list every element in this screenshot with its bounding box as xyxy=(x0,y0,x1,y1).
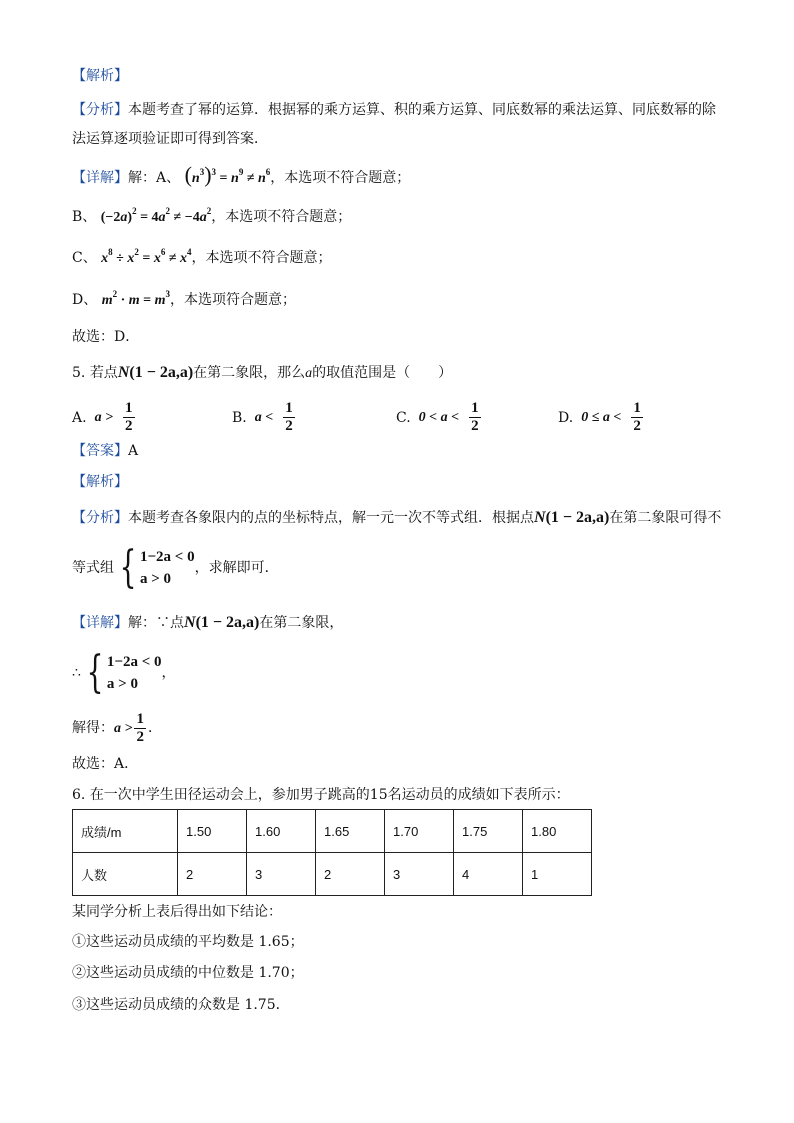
q5-analysis-tag: 【解析】 xyxy=(72,474,128,490)
option-a[interactable] xyxy=(72,400,137,435)
option-c[interactable] xyxy=(396,400,483,435)
q6-number: 6. xyxy=(72,787,86,803)
option-d-letter: D. xyxy=(558,409,574,426)
q6-conclusion-2: ②这些运动员成绩的中位数是 1.70； xyxy=(72,965,304,981)
d-label: D、 xyxy=(72,292,98,308)
table-cell: 2 xyxy=(316,853,385,896)
option-b-letter: B. xyxy=(232,409,247,426)
q5-detail-text-b: 在第二象限， xyxy=(259,615,344,631)
formula-d: $m^2 \cdot m = m^3$ xyxy=(101,289,171,308)
inequality-system: { 1−2a < 0 a > 0 xyxy=(119,542,195,593)
q6-after-text: 某同学分析上表后得出如下结论： xyxy=(72,904,282,920)
q5-stem-prefix: 若点 xyxy=(89,365,118,381)
option-a-expr: a > xyxy=(94,409,114,425)
q5-detail-text: 解：∵点 xyxy=(128,615,184,631)
option-a-fraction: $\frac{1}{2}$ xyxy=(125,400,133,434)
option-b-expr: a < xyxy=(254,409,274,425)
table-cell: 2 xyxy=(178,853,247,896)
q5-fenxi-text-b: 在第二象限可得不 xyxy=(609,510,722,526)
table-cell: 1.70 xyxy=(385,810,454,853)
q4-detail-a xyxy=(72,162,411,189)
table-cell: 1.80 xyxy=(523,810,592,853)
solve-end: ． xyxy=(147,720,162,736)
table-cell: 人数 xyxy=(73,853,178,896)
q4-detail-b xyxy=(72,207,351,228)
option-d-fraction: $\frac{1}{2}$ xyxy=(633,400,641,434)
q5-answer xyxy=(72,441,138,461)
q6-stem-text: 在一次中学生田径运动会上，参加男子跳高的15名运动员的成绩如下表所示： xyxy=(89,787,570,803)
q5-choose: 故选：A． xyxy=(72,756,139,772)
table-cell: 3 xyxy=(385,853,454,896)
c-label: C、 xyxy=(72,250,97,266)
table-cell: 1.65 xyxy=(316,810,385,853)
option-a-letter: A. xyxy=(72,409,87,426)
q4-detail-d xyxy=(72,290,296,311)
option-b-fraction: $\frac{1}{2}$ xyxy=(285,400,293,434)
option-c-letter: C. xyxy=(396,409,411,426)
table-row xyxy=(73,853,592,896)
q5-fenxi-text-2b: ，求解即可． xyxy=(194,560,279,576)
q6-conclusion-1: ①这些运动员成绩的平均数是 1.65； xyxy=(72,934,304,950)
answer-tag: 【答案】 xyxy=(72,443,128,459)
q5-analysis-line-1 xyxy=(72,508,721,528)
option-b[interactable] xyxy=(232,400,297,435)
option-c-fraction: $\frac{1}{2}$ xyxy=(471,400,479,434)
q5-fenxi-point-label: N xyxy=(534,509,546,526)
table-row xyxy=(73,810,592,853)
q5-number: 5. xyxy=(72,365,86,381)
c-comment: ，本选项不符合题意； xyxy=(191,250,332,266)
solve-expr: a > xyxy=(114,721,133,736)
q5-analysis-line-2 xyxy=(72,542,279,593)
q6-conclusion-3: ③这些运动员成绩的众数是 1.75． xyxy=(72,997,290,1013)
therefore-comma: ， xyxy=(161,665,176,681)
a-comment: ，本选项不符合题意； xyxy=(270,170,411,186)
option-c-expr: 0 < a < xyxy=(418,409,460,425)
q5-stem-end: 的取值范围是（ ） xyxy=(312,365,453,381)
q5-therefore xyxy=(72,647,176,698)
q5-fenxi-text-2: 等式组 xyxy=(72,560,114,576)
table-cell: 4 xyxy=(454,853,523,896)
q5-solve xyxy=(72,710,162,747)
b-label: B、 xyxy=(72,209,97,225)
q5-stem-suffix: 在第二象限，那么 xyxy=(193,365,306,381)
table-cell: 1.75 xyxy=(454,810,523,853)
point-label: N xyxy=(117,364,130,381)
solve-fraction: $\frac{1}{2}$ xyxy=(136,710,144,745)
table-cell: 1.50 xyxy=(178,810,247,853)
q4-analysis-line-2: 法运算逐项验证即可得到答案． xyxy=(72,131,268,147)
q5-detail-tag: 【详解】 xyxy=(72,615,128,631)
q5-fenxi-point-coords: (1 − 2a,a) xyxy=(545,509,610,526)
fenxi-tag: 【分析】 xyxy=(72,102,128,118)
q5-stem xyxy=(72,363,452,384)
analysis-tag: 【解析】 xyxy=(72,68,128,84)
q5-detail-point-coords: (1 − 2a,a) xyxy=(195,614,260,631)
q5-var: a xyxy=(305,366,313,381)
formula-c: $x^8 \div x^2 = x^6 \ne x^4$ xyxy=(101,247,192,266)
fenxi-text: 本题考查了幂的运算．根据幂的乘方运算、积的乘方运算、同底数幂的乘法运算、同底数幂的除 xyxy=(128,102,716,118)
q5-detail xyxy=(72,613,343,633)
solve-prefix: 解得： xyxy=(72,720,114,736)
table-cell: 3 xyxy=(247,853,316,896)
therefore-symbol: ∴ xyxy=(72,665,81,681)
point-coords: (1 − 2a,a) xyxy=(129,364,194,381)
detail-tag: 【详解】 xyxy=(72,170,128,186)
answer-value: A xyxy=(128,443,139,459)
option-d[interactable] xyxy=(558,400,645,435)
q5-fenxi-text: 本题考查各象限内的点的坐标特点，解一元一次不等式组．根据点 xyxy=(128,510,534,526)
q4-detail-c xyxy=(72,248,332,269)
q4-analysis-line-1 xyxy=(72,100,716,120)
q5-fenxi-tag: 【分析】 xyxy=(72,510,128,526)
table-cell: 成绩/m xyxy=(73,810,178,853)
detail-prefix: 解：A、 xyxy=(128,170,181,186)
therefore-system: { 1−2a < 0 a > 0 xyxy=(86,647,162,698)
q4-choose: 故选：D． xyxy=(72,329,140,345)
formula-b: $(-2a)^2 = 4a^2 \ne -4a^2$ xyxy=(100,206,212,225)
scores-table xyxy=(72,809,592,896)
table-cell: 1 xyxy=(523,853,592,896)
option-d-expr: 0 ≤ a < xyxy=(581,409,622,425)
formula-a: $(n^3)^3 = n^9 \ne n^6$ xyxy=(184,162,271,187)
q5-detail-point-label: N xyxy=(184,614,196,631)
q6-stem xyxy=(72,785,570,805)
d-comment: ，本选项符合题意； xyxy=(170,292,297,308)
table-cell: 1.60 xyxy=(247,810,316,853)
b-comment: ，本选项不符合题意； xyxy=(211,209,352,225)
